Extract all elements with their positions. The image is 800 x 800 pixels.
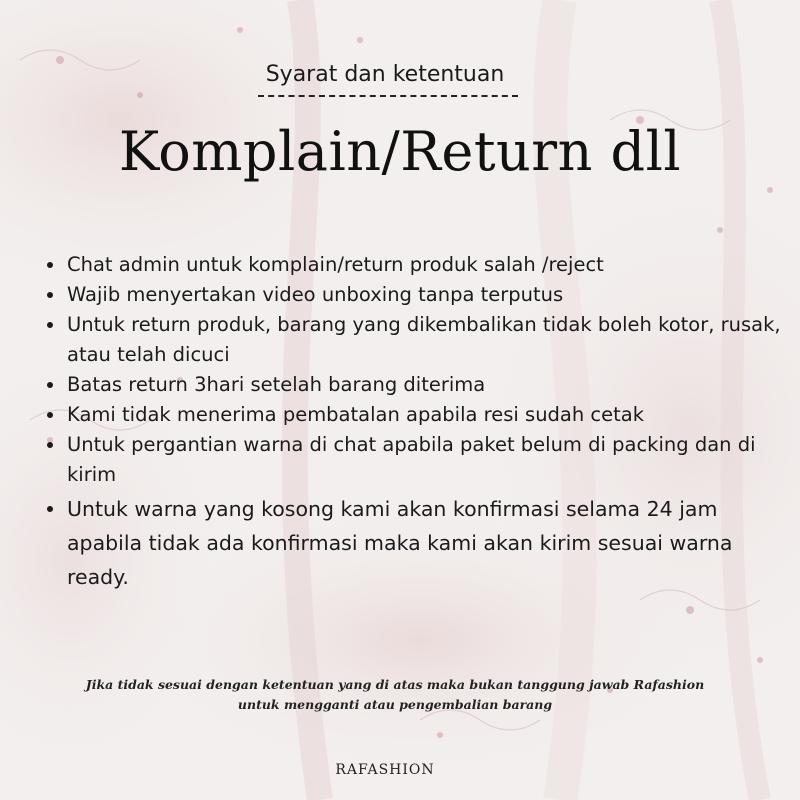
subtitle-divider bbox=[258, 95, 518, 97]
list-item bbox=[45, 400, 795, 430]
bullet-icon bbox=[47, 382, 53, 388]
rule-text: Batas return 3hari setelah barang diterima bbox=[67, 373, 486, 396]
page-title: Komplain/Return dll bbox=[118, 120, 682, 183]
list-item bbox=[45, 280, 795, 310]
bullet-icon bbox=[47, 322, 53, 328]
list-item bbox=[45, 492, 795, 594]
disclaimer-note bbox=[0, 675, 790, 715]
rule-text: Untuk warna yang kosong kami akan konfirmasi selama 24 jam apabila tidak ada konfirmasi maka kami akan kirim sesuai warna ready. bbox=[67, 497, 733, 589]
list-item bbox=[45, 430, 795, 490]
bullet-icon bbox=[47, 442, 53, 448]
rule-text: Wajib menyertakan video unboxing tanpa terputus bbox=[67, 283, 564, 306]
brand-name: RAFASHION bbox=[335, 762, 435, 778]
bullet-icon bbox=[47, 262, 53, 268]
rules-list bbox=[45, 250, 795, 594]
bullet-icon bbox=[47, 506, 53, 512]
rule-text: Untuk pergantian warna di chat apabila paket belum di packing dan di kirim bbox=[67, 433, 756, 486]
list-item bbox=[45, 310, 795, 370]
disclaimer-line: untuk mengganti atau pengembalian barang bbox=[237, 697, 553, 712]
list-item bbox=[45, 250, 795, 280]
list-item bbox=[45, 370, 795, 400]
bullet-icon bbox=[47, 292, 53, 298]
bullet-icon bbox=[47, 412, 53, 418]
rule-text: Kami tidak menerima pembatalan apabila resi sudah cetak bbox=[67, 403, 645, 426]
disclaimer-line: Jika tidak sesuai dengan ketentuan yang di atas maka bukan tanggung jawab Rafashion bbox=[85, 677, 705, 692]
rule-text: Untuk return produk, barang yang dikembalikan tidak boleh kotor, rusak, atau telah dicuci bbox=[67, 313, 781, 366]
page-subtitle: Syarat dan ketentuan bbox=[265, 62, 505, 87]
rule-text: Chat admin untuk komplain/return produk salah /reject bbox=[67, 253, 604, 276]
